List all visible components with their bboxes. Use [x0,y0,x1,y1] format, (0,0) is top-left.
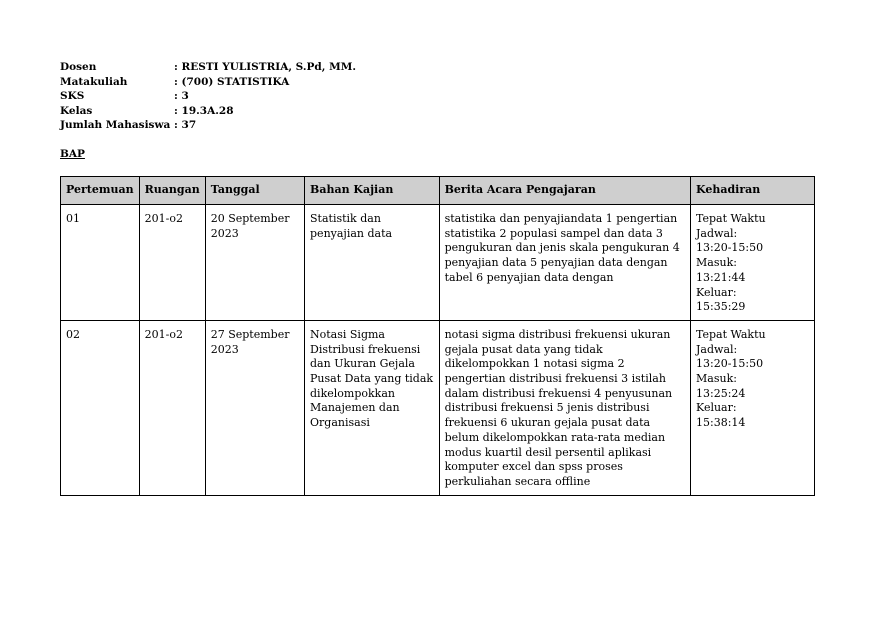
course-info-header [60,60,356,133]
kehadiran-status: Tepat Waktu [696,327,766,341]
table-row [61,320,815,495]
dosen-label: Dosen [60,61,97,73]
column-header-tanggal: Tanggal [205,177,304,205]
kehadiran-status: Tepat Waktu [696,212,766,225]
kelas-value: : 19.3A.28 [174,104,234,117]
column-header-ruangan: Ruangan [139,177,205,205]
matakuliah-value: : (700) STATISTIKA [174,75,290,88]
kelas-label: Kelas [60,104,93,117]
cell-kehadiran [691,320,815,495]
dosen-value: : RESTI YULISTRIA, S.Pd, MM. [174,61,356,73]
matakuliah-row [60,75,356,90]
kehadiran-keluar: 15:38:14 [696,416,746,430]
kehadiran-masuk: 13:25:24 [696,386,746,400]
kehadiran-jadwal: 13:20-15:50 [696,241,764,255]
kelas-row [60,104,356,119]
kehadiran-keluar-label: Keluar: [696,285,737,299]
sks-value: : 3 [174,90,189,103]
dosen-row [60,60,356,75]
column-header-pertemuan: Pertemuan [61,177,140,205]
kehadiran-keluar-label: Keluar: [696,401,737,415]
cell-berita-acara: statistika dan penyajiandata 1 pengertian statistika 2 populasi sampel dan data 3 pengukuran dan jenis skala pengukuran 4 penyajian data 5 penyajian data dengan tabel 6 penyajian data dengan [439,205,690,321]
jumlah-mahasiswa-label: Jumlah Mahasiswa [60,119,171,132]
cell-bahan-kajian: Statistik dan penyajian data [305,205,440,321]
cell-tanggal: 20 September 2023 [205,205,304,321]
cell-berita-acara: notasi sigma distribusi frekuensi ukuran gejala pusat data yang tidak dikelompokkan 1 notasi sigma 2 pengertian distribusi frekuensi 3 istilah dalam distribusi frekuensi 4 penyusunan distribusi frekuensi 5 jenis distribusi frekuensi 6 ukuran gejala pusat data belum dikelompokkan rata-rata median modus kuartil desil persentil aplikasi komputer excel dan spss proses perkuliahan secara offline [439,320,690,495]
cell-ruangan: 201-o2 [139,205,205,321]
kehadiran-masuk-label: Masuk: [696,256,737,270]
sks-label: SKS [60,90,85,103]
kehadiran-masuk-label: Masuk: [696,372,737,386]
cell-bahan-kajian: Notasi Sigma Distribusi frekuensi dan Ukuran Gejala Pusat Data yang tidak dikelompokkan Manajemen dan Organisasi [305,320,440,495]
column-header-kehadiran: Kehadiran [691,177,815,205]
kehadiran-masuk: 13:21:44 [696,270,746,284]
table-row [61,205,815,321]
kehadiran-jadwal: 13:20-15:50 [696,357,764,371]
column-header-bahan-kajian: Bahan Kajian [305,177,440,205]
jumlah-mahasiswa-value: : 37 [174,119,197,132]
cell-tanggal: 27 September 2023 [205,320,304,495]
cell-ruangan: 201-o2 [139,320,205,495]
section-title-bap: BAP [60,148,85,160]
cell-pertemuan: 02 [61,320,140,495]
cell-pertemuan: 01 [61,205,140,321]
table-header-row [61,177,815,205]
cell-kehadiran [691,205,815,321]
kehadiran-jadwal-label: Jadwal: [696,342,738,356]
matakuliah-label: Matakuliah [60,75,128,88]
kehadiran-jadwal-label: Jadwal: [696,226,738,240]
jumlah-mahasiswa-row [60,118,356,133]
column-header-berita-acara: Berita Acara Pengajaran [439,177,690,205]
sks-row [60,89,356,104]
kehadiran-keluar: 15:35:29 [696,300,746,314]
bap-table [60,176,815,496]
